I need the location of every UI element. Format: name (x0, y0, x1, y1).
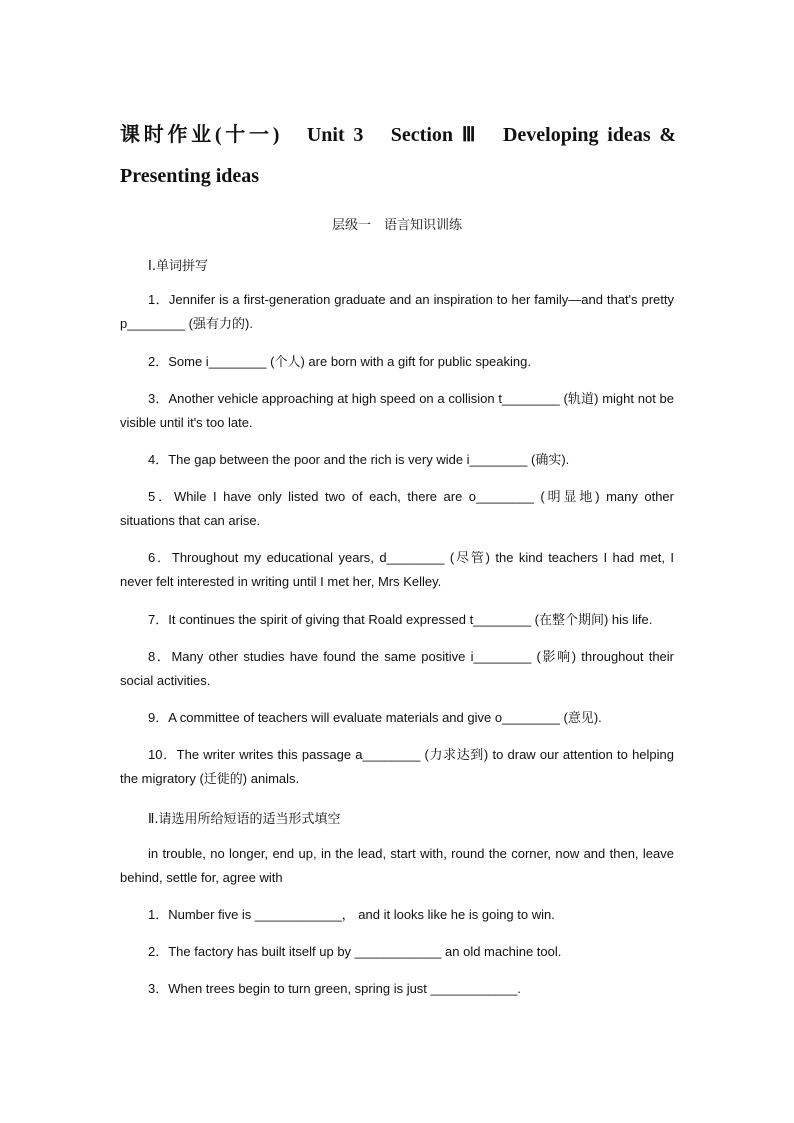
s1-item-10: 10．The writer writes this passage a________ (力求达到) to draw our attention to helping the migratory (迁徙的) animals. (120, 747, 674, 786)
s1-item-9: 9．A committee of teachers will evaluate materials and give o________ (意见). (148, 710, 602, 725)
s2-item-2: 2．The factory has built itself up by ____________ an old machine tool. (148, 944, 562, 959)
s1-item-7: 7．It continues the spirit of giving that Roald expressed t________ (在整个期间) his life. (148, 612, 653, 627)
section-1-heading: Ⅰ.单词拼写 (148, 259, 208, 274)
section-2-heading: Ⅱ.请选用所给短语的适当形式填空 (148, 812, 341, 827)
s1-item-2: 2．Some i________ (个人) are born with a gift for public speaking. (148, 354, 531, 369)
s2-item-3: 3．When trees begin to turn green, spring is just ____________. (148, 981, 521, 996)
phrase-list: in trouble, no longer, end up, in the lead, start with, round the corner, now and then, leave behind, settle for, agree with (120, 846, 674, 885)
s2-item-1: 1．Number five is ____________， and it looks like he is going to win. (148, 907, 555, 922)
s1-item-5: 5．While I have only listed two of each, there are o________ (明显地) many other situations that can arise. (120, 489, 674, 528)
s1-item-1: 1．Jennifer is a first-generation graduate and an inspiration to her family—and that's pretty p________ (强有力的). (120, 292, 674, 331)
s1-item-6: 6．Throughout my educational years, d________ (尽管) the kind teachers I had met, I never felt interested in writing until I met her, Mrs Kelley. (120, 550, 674, 589)
page-title: 课时作业(十一) Unit 3 Section Ⅲ Developing ideas & Presenting ideas (120, 124, 676, 187)
level-subtitle: 层级一 语言知识训练 (331, 218, 462, 233)
s1-item-8: 8．Many other studies have found the same positive i________ (影响) throughout their social activities. (120, 649, 674, 688)
s1-item-3: 3．Another vehicle approaching at high speed on a collision t________ (轨道) might not be visible until it's too late. (120, 391, 674, 430)
s1-item-4: 4．The gap between the poor and the rich is very wide i________ (确实). (148, 452, 570, 467)
